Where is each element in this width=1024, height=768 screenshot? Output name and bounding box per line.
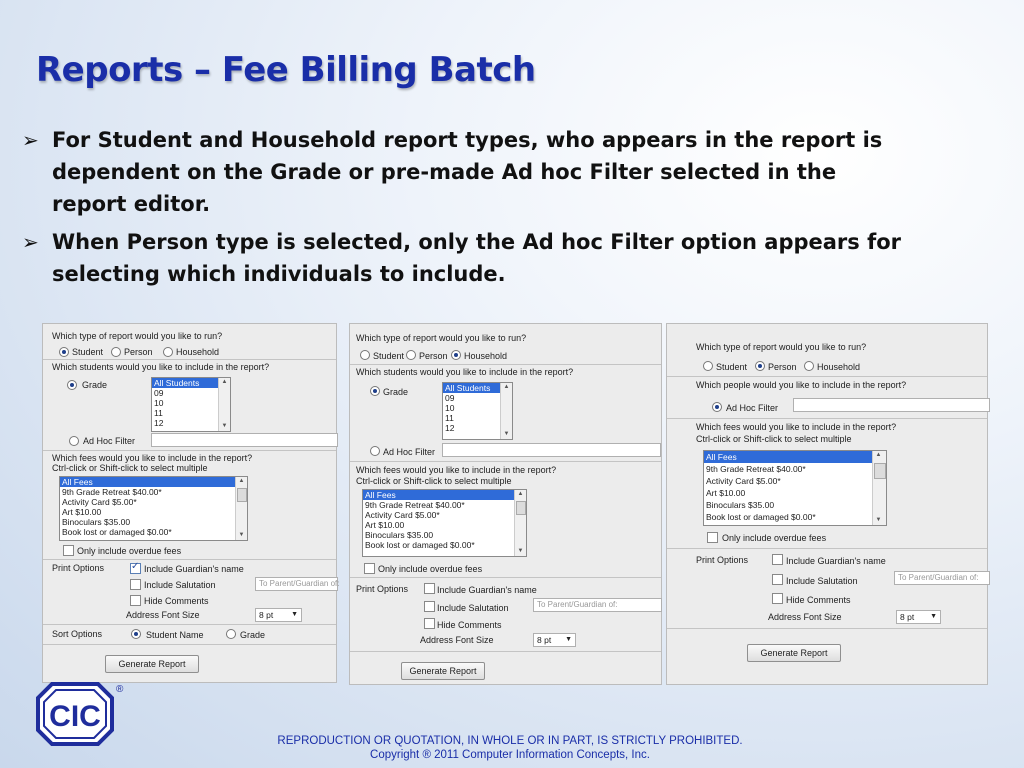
radio-student-label: Student: [72, 347, 104, 357]
cic-logo: [36, 682, 122, 751]
scrollbar[interactable]: [872, 451, 886, 525]
scroll-down-icon[interactable]: ▼: [875, 517, 882, 523]
svg-text:CIC: CIC: [49, 700, 101, 733]
arrow-bullet-icon: ➢: [22, 128, 39, 152]
bullet-text: When Person type is selected, only the Ad hoc Filter option appears for selecting which individuals to include.: [52, 230, 902, 286]
sort-options-label: Sort Options: [52, 629, 103, 639]
font-size-value: 8 pt: [900, 612, 915, 622]
bullet-item: [22, 226, 922, 290]
radio-household-label: Household: [817, 362, 861, 372]
scrollbar[interactable]: [500, 383, 512, 439]
hide-comments-checkbox[interactable]: [772, 593, 783, 604]
generate-report-button[interactable]: Generate Report: [401, 662, 485, 680]
fees-question: Which fees would you like to include in the report?: [696, 422, 897, 432]
generate-report-button[interactable]: Generate Report: [747, 644, 841, 662]
scroll-up-icon[interactable]: ▲: [503, 384, 510, 390]
list-item[interactable]: Book lost or damaged $0.00*: [365, 540, 475, 550]
print-options-label: Print Options: [52, 563, 105, 573]
list-item[interactable]: 9th Grade Retreat $40.00*: [62, 487, 162, 497]
hide-comments-checkbox[interactable]: [424, 618, 435, 629]
radio-adhoc-filter[interactable]: [370, 446, 380, 456]
footer-notice: REPRODUCTION OR QUOTATION, IN WHOLE OR IN PART, IS STRICTLY PROHIBITED.: [277, 735, 743, 747]
dropdown-arrow-icon: ▼: [565, 636, 572, 643]
list-item[interactable]: 12: [445, 423, 455, 433]
list-item[interactable]: Activity Card $5.00*: [706, 476, 781, 486]
fees-listbox[interactable]: [59, 476, 248, 541]
list-item[interactable]: Binoculars $35.00: [706, 500, 775, 510]
list-item[interactable]: All Students: [152, 378, 230, 388]
radio-sort-student-label: Student Name: [146, 630, 204, 640]
radio-person[interactable]: [755, 361, 765, 371]
fees-hint: Ctrl-click or Shift-click to select multiple: [696, 434, 852, 444]
fees-hint: Ctrl-click or Shift-click to select multiple: [356, 476, 512, 486]
scroll-down-icon[interactable]: ▼: [503, 431, 510, 437]
fees-listbox[interactable]: [703, 450, 887, 526]
font-size-select[interactable]: [255, 608, 302, 622]
radio-household[interactable]: [451, 350, 461, 360]
overdue-checkbox[interactable]: [707, 532, 718, 543]
list-item[interactable]: All Fees: [60, 477, 247, 487]
list-item[interactable]: Book lost or damaged $0.00*: [62, 527, 172, 537]
radio-sort-grade-label: Grade: [240, 630, 266, 640]
radio-student[interactable]: [703, 361, 713, 371]
radio-student-label: Student: [373, 351, 405, 361]
salutation-checkbox[interactable]: [424, 601, 435, 612]
print-options-label: Print Options: [356, 584, 409, 594]
radio-grade-label: Grade: [82, 380, 108, 390]
radio-adhoc-label: Ad Hoc Filter: [726, 403, 779, 413]
fees-hint: Ctrl-click or Shift-click to select multiple: [52, 463, 208, 473]
salutation-input[interactable]: To Parent/Guardian of:: [255, 577, 338, 591]
overdue-checkbox[interactable]: [364, 563, 375, 574]
scroll-thumb[interactable]: [516, 501, 526, 515]
radio-student[interactable]: [360, 350, 370, 360]
fees-question: Which fees would you like to include in the report?: [356, 465, 557, 475]
scroll-down-icon[interactable]: ▼: [238, 532, 245, 538]
guardian-checkbox[interactable]: [772, 554, 783, 565]
scroll-down-icon[interactable]: ▼: [221, 423, 228, 429]
adhoc-filter-input[interactable]: [151, 433, 338, 447]
list-item[interactable]: Binoculars $35.00: [62, 517, 131, 527]
radio-adhoc-label: Ad Hoc Filter: [83, 436, 136, 446]
font-size-select[interactable]: [533, 633, 576, 647]
radio-person-label: Person: [124, 347, 153, 357]
scrollbar[interactable]: [218, 378, 230, 431]
scroll-up-icon[interactable]: ▲: [238, 478, 245, 484]
radio-sort-student[interactable]: [131, 629, 141, 639]
hide-comments-checkbox[interactable]: [130, 595, 141, 606]
list-item[interactable]: 11: [154, 408, 163, 418]
font-size-value: 8 pt: [537, 635, 552, 645]
radio-person[interactable]: [111, 347, 121, 357]
list-item[interactable]: All Fees: [363, 490, 526, 500]
list-item[interactable]: Activity Card $5.00*: [62, 497, 137, 507]
list-item[interactable]: Binoculars $35.00: [365, 530, 434, 540]
students-question: Which students would you like to include in the report?: [52, 362, 270, 372]
report-editor-person: [666, 323, 988, 685]
list-item[interactable]: Book lost or damaged $0.00*: [706, 512, 816, 522]
radio-person-label: Person: [768, 362, 797, 372]
overdue-label: Only include overdue fees: [378, 564, 483, 574]
print-options-label: Print Options: [696, 555, 749, 565]
adhoc-filter-input[interactable]: [442, 443, 661, 457]
guardian-checkbox[interactable]: [424, 583, 435, 594]
grade-listbox[interactable]: [151, 377, 231, 432]
radio-household[interactable]: [163, 347, 173, 357]
scroll-up-icon[interactable]: ▲: [517, 491, 524, 497]
salutation-input[interactable]: To Parent/Guardian of:: [533, 598, 662, 612]
list-item[interactable]: 09: [445, 393, 455, 403]
scrollbar[interactable]: [514, 490, 526, 556]
slide-title: Reports – Fee Billing Batch: [36, 50, 536, 90]
salutation-label: Include Salutation: [144, 580, 216, 590]
list-item[interactable]: 10: [445, 403, 455, 413]
scroll-down-icon[interactable]: ▼: [517, 548, 524, 554]
list-item[interactable]: 09: [154, 388, 164, 398]
guardian-checkbox[interactable]: [130, 563, 141, 574]
radio-grade[interactable]: [67, 380, 77, 390]
bullet-item: [22, 124, 922, 220]
list-item[interactable]: 10: [154, 398, 164, 408]
list-item[interactable]: Activity Card $5.00*: [365, 510, 440, 520]
radio-household[interactable]: [804, 361, 814, 371]
report-editor-household: [349, 323, 662, 685]
scroll-up-icon[interactable]: ▲: [875, 452, 882, 458]
svg-text:®: ®: [116, 684, 124, 695]
radio-grade-label: Grade: [383, 387, 409, 397]
overdue-label: Only include overdue fees: [722, 533, 827, 543]
fees-question: Which fees would you like to include in the report?: [52, 453, 253, 463]
radio-person[interactable]: [406, 350, 416, 360]
scrollbar[interactable]: [235, 477, 247, 540]
radio-sort-grade[interactable]: [226, 629, 236, 639]
list-item[interactable]: All Students: [443, 383, 512, 393]
radio-person-label: Person: [419, 351, 448, 361]
arrow-bullet-icon: ➢: [22, 230, 39, 254]
radio-student-label: Student: [716, 362, 748, 372]
font-size-select[interactable]: [896, 610, 941, 624]
scroll-up-icon[interactable]: ▲: [221, 379, 228, 385]
hide-comments-label: Hide Comments: [437, 620, 502, 630]
salutation-input[interactable]: To Parent/Guardian of:: [894, 571, 990, 585]
radio-household-label: Household: [464, 351, 508, 361]
adhoc-filter-input[interactable]: [793, 398, 990, 412]
bullet-list: [22, 124, 922, 296]
list-item[interactable]: All Fees: [704, 451, 886, 463]
report-type-question: Which type of report would you like to run?: [696, 342, 867, 352]
font-size-label: Address Font Size: [126, 610, 200, 620]
salutation-label: Include Salutation: [437, 603, 509, 613]
scroll-thumb[interactable]: [874, 463, 886, 479]
font-size-label: Address Font Size: [420, 635, 494, 645]
list-item[interactable]: 11: [445, 413, 454, 423]
report-type-question: Which type of report would you like to run?: [356, 333, 527, 343]
font-size-label: Address Font Size: [768, 612, 842, 622]
bullet-text: For Student and Household report types, who appears in the report is dependent on the Grade or pre-made Ad hoc Filter selected in the report editor.: [52, 128, 883, 216]
scroll-thumb[interactable]: [237, 488, 247, 502]
salutation-label: Include Salutation: [786, 576, 858, 586]
guardian-label: Include Guardian's name: [437, 585, 537, 595]
overdue-checkbox[interactable]: [63, 545, 74, 556]
list-item[interactable]: Art $10.00: [706, 488, 746, 498]
report-editor-student: [42, 323, 340, 683]
radio-adhoc-label: Ad Hoc Filter: [383, 447, 436, 457]
fees-listbox[interactable]: [362, 489, 527, 557]
radio-household-label: Household: [176, 347, 220, 357]
hide-comments-label: Hide Comments: [786, 595, 851, 605]
list-item[interactable]: 9th Grade Retreat $40.00*: [706, 464, 806, 474]
students-question: Which students would you like to include in the report?: [356, 367, 574, 377]
cic-logo-mark: [36, 682, 122, 746]
hide-comments-label: Hide Comments: [144, 596, 209, 606]
footer-copyright: Copyright ® 2011 Computer Information Concepts, Inc.: [370, 749, 650, 761]
list-item[interactable]: 9th Grade Retreat $40.00*: [365, 500, 465, 510]
grade-listbox[interactable]: [442, 382, 513, 440]
generate-report-button[interactable]: Generate Report: [105, 655, 199, 673]
radio-adhoc-filter[interactable]: [712, 402, 722, 412]
list-item[interactable]: Art $10.00: [62, 507, 102, 517]
people-question: Which people would you like to include in the report?: [696, 380, 907, 390]
font-size-value: 8 pt: [259, 610, 274, 620]
radio-adhoc-filter[interactable]: [69, 436, 79, 446]
radio-student[interactable]: [59, 347, 69, 357]
overdue-label: Only include overdue fees: [77, 546, 182, 556]
dropdown-arrow-icon: ▼: [930, 613, 937, 620]
list-item[interactable]: Art $10.00: [365, 520, 405, 530]
salutation-checkbox[interactable]: [772, 574, 783, 585]
list-item[interactable]: 12: [154, 418, 164, 428]
radio-grade[interactable]: [370, 386, 380, 396]
salutation-checkbox[interactable]: [130, 579, 141, 590]
guardian-label: Include Guardian's name: [786, 556, 886, 566]
footer: [200, 734, 820, 762]
dropdown-arrow-icon: ▼: [291, 611, 298, 618]
guardian-label: Include Guardian's name: [144, 564, 244, 574]
report-type-question: Which type of report would you like to run?: [52, 331, 223, 341]
